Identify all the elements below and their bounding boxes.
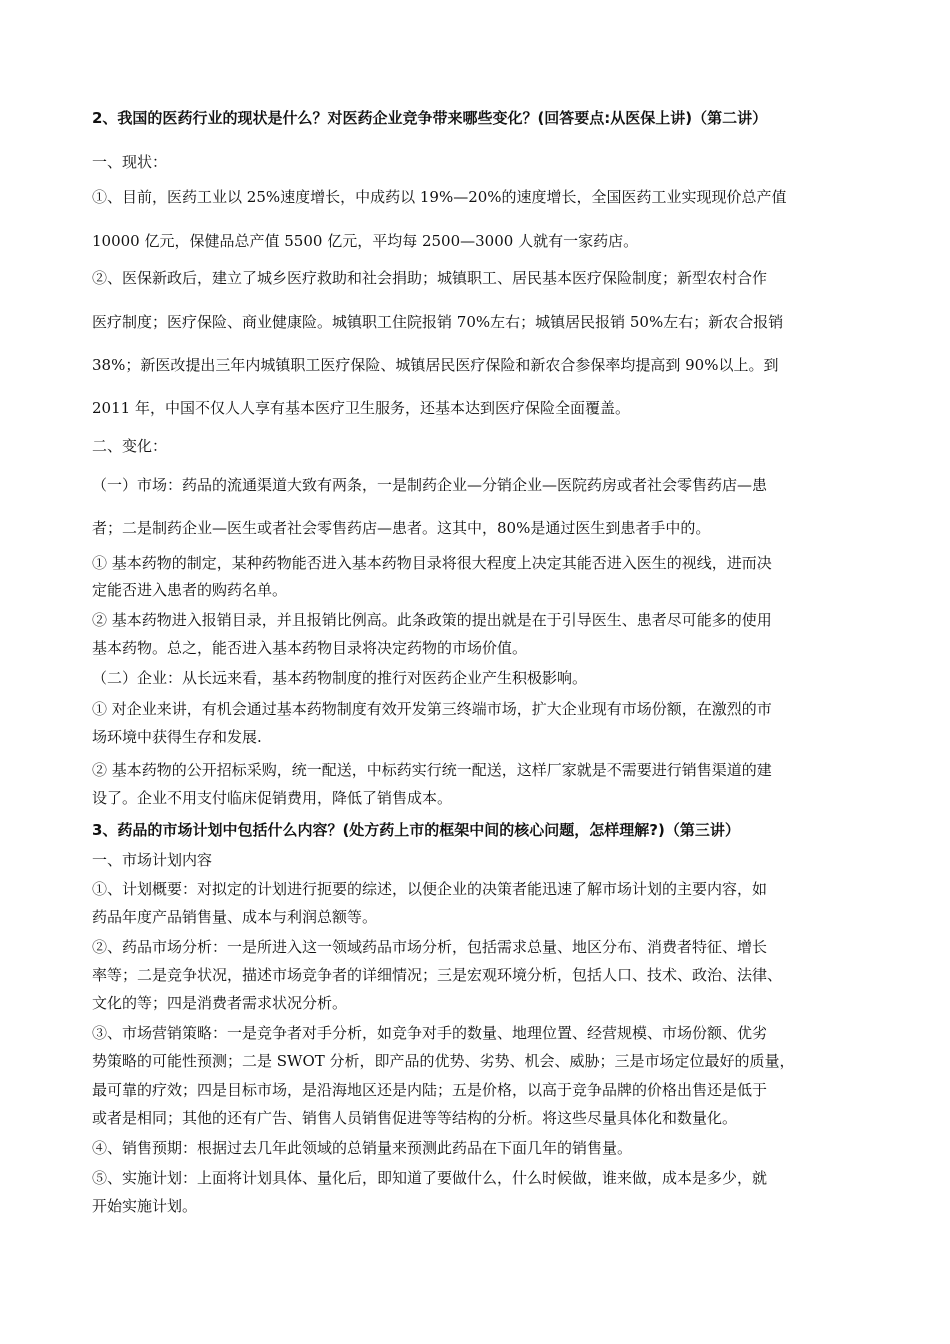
paragraph-line: ①、计划概要：对拟定的计划进行扼要的综述，以便企业的决策者能迅速了解市场计划的主要内容，如	[92, 880, 768, 898]
question-heading: 2、我国的医药行业的现状是什么？对医药企业竞争带来哪些变化？(回答要点:从医保上讲)（第二讲）	[92, 109, 768, 127]
paragraph-line: （一）市场：药品的流通渠道大致有两条，一是制药企业—分销企业—医院药房或者社会零售药店—患	[92, 476, 768, 494]
paragraph-line: 设了。企业不用支付临床促销费用，降低了销售成本。	[92, 789, 453, 807]
section-heading: 一、市场计划内容	[92, 851, 213, 869]
paragraph-line: ②、药品市场分析：一是所进入这一领域药品市场分析，包括需求总量、地区分布、消费者特征、增长	[92, 938, 768, 956]
paragraph-line: ②、医保新政后，建立了城乡医疗救助和社会捐助；城镇职工、居民基本医疗保险制度；新型农村合作	[92, 269, 768, 287]
paragraph-line: ① 对企业来讲，有机会通过基本药物制度有效开发第三终端市场，扩大企业现有市场份额，在激烈的市	[92, 700, 772, 718]
paragraph-line: ① 基本药物的制定，某种药物能否进入基本药物目录将很大程度上决定其能否进入医生的视线，进而决	[92, 554, 772, 572]
paragraph-line: 基本药物。总之，能否进入基本药物目录将决定药物的市场价值。	[92, 639, 528, 657]
paragraph-line: ③、市场营销策略：一是竞争者对手分析，如竞争对手的数量、地理位置、经营规模、市场份额、优劣	[92, 1024, 768, 1042]
paragraph-line: ⑤、实施计划：上面将计划具体、量化后，即知道了要做什么，什么时候做，谁来做，成本是多少，就	[92, 1169, 768, 1187]
paragraph-line: 医疗制度；医疗保险、商业健康险。城镇职工住院报销 70%左右；城镇居民报销 50%左右；新农合报销	[92, 313, 784, 331]
paragraph-line: 或者是相同；其他的还有广告、销售人员销售促进等等结构的分析。将这些尽量具体化和数量化。	[92, 1109, 738, 1127]
paragraph-line: 2011 年，中国不仅人人享有基本医疗卫生服务，还基本达到医疗保险全面覆盖。	[92, 399, 630, 417]
question-heading: 3、药品的市场计划中包括什么内容？(处方药上市的框架中间的核心问题，怎样理解?)（第三讲）	[92, 821, 740, 839]
paragraph-line: 者；二是制药企业—医生或者社会零售药店—患者。这其中，80%是通过医生到患者手中的。	[92, 519, 711, 537]
section-heading: 一、现状：	[92, 153, 168, 171]
paragraph-line: 开始实施计划。	[92, 1197, 198, 1215]
paragraph-line: 势策略的可能性预测；二是 SWOT 分析，即产品的优势、劣势、机会、威胁；三是市场定位最好的质量，	[92, 1052, 795, 1070]
paragraph-line: ①、目前，医药工业以 25%速度增长，中成药以 19%—20%的速度增长，全国医药工业实现现价总产值	[92, 188, 787, 206]
paragraph-line: （二）企业：从长远来看，基本药物制度的推行对医药企业产生积极影响。	[92, 669, 588, 687]
paragraph-line: ④、销售预期：根据过去几年此领域的总销量来预测此药品在下面几年的销售量。	[92, 1139, 633, 1157]
paragraph-line: ② 基本药物进入报销目录，并且报销比例高。此条政策的提出就是在于引导医生、患者尽可能多的使用	[92, 611, 772, 629]
section-heading: 二、变化：	[92, 437, 168, 455]
paragraph-line: 场环境中获得生存和发展.	[92, 728, 262, 746]
paragraph-line: 最可靠的疗效；四是目标市场，是沿海地区还是内陆；五是价格，以高于竞争品牌的价格出售还是低于	[92, 1081, 768, 1099]
paragraph-line: 38%；新医改提出三年内城镇职工医疗保险、城镇居民医疗保险和新农合参保率均提高到 90%以上。到	[92, 356, 779, 374]
paragraph-line: 10000 亿元，保健品总产值 5500 亿元，平均每 2500—3000 人就有一家药店。	[92, 232, 639, 250]
paragraph-line: 定能否进入患者的购药名单。	[92, 581, 288, 599]
paragraph-line: 率等；二是竞争状况，描述市场竞争者的详细情况；三是宏观环境分析，包括人口、技术、政治、法律、	[92, 966, 783, 984]
paragraph-line: ② 基本药物的公开招标采购，统一配送，中标药实行统一配送，这样厂家就是不需要进行销售渠道的建	[92, 761, 772, 779]
paragraph-line: 文化的等；四是消费者需求状况分析。	[92, 994, 348, 1012]
paragraph-line: 药品年度产品销售量、成本与利润总额等。	[92, 908, 378, 926]
